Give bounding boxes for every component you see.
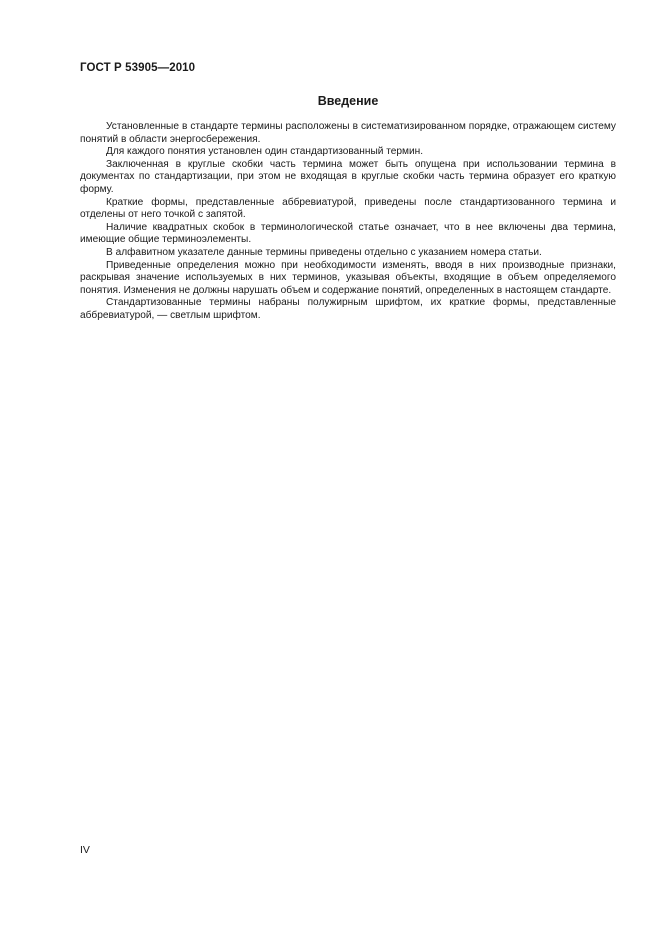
page-number: IV [80, 844, 90, 856]
paragraph: Заключенная в круглые скобки часть термина может быть опущена при использовании термина в документах по стандартизации, при этом не входящая в круглые скобки часть термина образует его краткую форму. [80, 158, 616, 195]
document-code: ГОСТ Р 53905—2010 [80, 62, 196, 74]
paragraph: Установленные в стандарте термины расположены в систематизированном порядке, отражающем систему понятий в области энергосбережения. [80, 121, 616, 145]
paragraph: В алфавитном указателе данные термины приведены отдельно с указанием номера статьи. [106, 246, 542, 258]
paragraph: Для каждого понятия установлен один стандартизованный термин. [106, 146, 424, 158]
paragraph: Приведенные определения можно при необходимости изменять, вводя в них производные признаки, раскрывая значение используемых в них терминов, указывая объекты, входящие в объем определяемого понятия. Изменения не должны нарушать объем и содержание понятий, определенных в настоящем стандарте. [80, 259, 616, 296]
section-body [80, 121, 616, 323]
paragraph: Наличие квадратных скобок в терминологической статье означает, что в нее включены два термина, имеющие общие терминоэлементы. [80, 221, 616, 246]
paragraph: Стандартизованные термины набраны полужирным шрифтом, их краткие формы, представленные аббревиатурой, — светлым шрифтом. [80, 297, 616, 321]
paragraph: Краткие формы, представленные аббревиатурой, приведены после стандартизованного термина и отделены от него точкой с запятой. [80, 196, 616, 221]
section-title: Введение [317, 94, 379, 108]
